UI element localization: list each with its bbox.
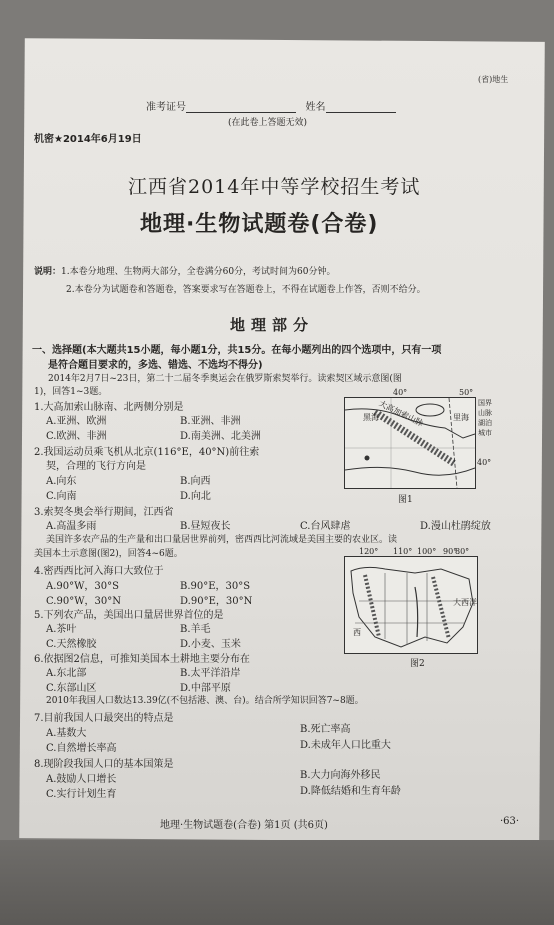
context-3: 2010年我国人口数达13.39亿(不包括港、澳、台)。结合所学知识回答7~8题。 bbox=[46, 696, 364, 706]
choice-heading-1: 一、选择题(本大题共15小题，每小题1分，共15分。在每小题列出的四个选项中，只有一项 bbox=[32, 345, 442, 356]
region-borders bbox=[355, 573, 469, 645]
label-100w: 100° bbox=[417, 547, 437, 556]
label-region-east: 大西洋 bbox=[453, 598, 477, 607]
label-90w: 90° bbox=[443, 547, 458, 556]
q3-stem: 3.索契冬奥会举行期间，江西省 bbox=[34, 507, 174, 518]
label-range: 大高加索山脉 bbox=[377, 398, 425, 429]
q7-option-c[interactable]: C.自然增长率高 bbox=[46, 743, 117, 754]
figure-1-caption: 图1 bbox=[398, 495, 413, 505]
context-2-line2: 美国本土示意图(图2)，回答4~6题。 bbox=[34, 549, 183, 559]
q5-option-c[interactable]: C.天然橡胶 bbox=[46, 639, 97, 650]
q1-stem: 1.大高加索山脉南、北两侧分别是 bbox=[34, 402, 184, 413]
q5-stem: 5.下列农产品，美国出口量居世界首位的是 bbox=[34, 610, 224, 621]
q8-stem: 8.现阶段我国人口的基本国策是 bbox=[34, 759, 174, 770]
figure-1-legend bbox=[478, 398, 492, 438]
label-region-west: 西 bbox=[353, 628, 361, 637]
legend-city: 城市 bbox=[478, 429, 492, 437]
label-110w: 110° bbox=[393, 547, 413, 556]
label-50e: 50° bbox=[459, 388, 474, 397]
name-label: 姓名 bbox=[305, 102, 326, 113]
q1-option-c[interactable]: C.欧洲、非洲 bbox=[46, 431, 107, 442]
choice-heading-2: 是符合题目要求的，多选、错选、不选均不得分) bbox=[48, 360, 263, 371]
label-40e: 40° bbox=[393, 388, 408, 397]
q8-option-c[interactable]: C.实行计划生育 bbox=[46, 789, 117, 800]
legend-lake: 湖泊 bbox=[478, 419, 492, 427]
background-shadow bbox=[0, 840, 554, 925]
q7-option-a[interactable]: A.基数大 bbox=[46, 728, 87, 739]
q6-option-b[interactable]: B.太平洋沿岸 bbox=[180, 668, 241, 679]
context-1-line2: 1)，回答1~3题。 bbox=[34, 387, 108, 397]
label-80w: 80° bbox=[455, 547, 470, 556]
header-tag: (省)地生 bbox=[478, 75, 509, 84]
q3-option-d[interactable]: D.漫山杜鹃绽放 bbox=[420, 521, 491, 532]
q1-option-a[interactable]: A.亚洲、欧洲 bbox=[46, 416, 107, 427]
q7-stem: 7.目前我国人口最突出的特点是 bbox=[34, 713, 174, 724]
q3-option-b[interactable]: B.昼短夜长 bbox=[180, 521, 231, 532]
paper-title: 地理·生物试题卷(合卷) bbox=[140, 212, 379, 237]
context-2-line1: 美国许多农产品的生产量和出口量居世界前列，密西西比河流域是美国主要的农业区。读 bbox=[46, 535, 398, 545]
q2-option-b[interactable]: B.向西 bbox=[180, 476, 211, 487]
q3-option-c[interactable]: C.台风肆虐 bbox=[300, 521, 351, 532]
q5-option-a[interactable]: A.茶叶 bbox=[46, 624, 77, 635]
label-120w: 120° bbox=[359, 547, 379, 556]
label-caspian: 里海 bbox=[453, 413, 469, 422]
figure-2-caption: 图2 bbox=[410, 659, 425, 669]
q5-option-b[interactable]: B.羊毛 bbox=[180, 624, 211, 635]
q2-option-a[interactable]: A.向东 bbox=[46, 476, 77, 487]
q8-option-b[interactable]: B.大力向海外移民 bbox=[300, 770, 381, 781]
legend-border: 国界 bbox=[478, 399, 492, 407]
q8-option-a[interactable]: A.鼓励人口增长 bbox=[46, 774, 117, 785]
q6-stem: 6.依据图2信息，可推知美国本土耕地主要分布在 bbox=[34, 654, 250, 665]
label-40n: 40° bbox=[477, 458, 492, 467]
name-field[interactable] bbox=[326, 102, 396, 113]
instruction-1 bbox=[34, 264, 336, 277]
q2-stem-2: 契，合理的飞行方向是 bbox=[46, 461, 146, 472]
q8-option-d[interactable]: D.降低结婚和生育年龄 bbox=[300, 786, 401, 797]
legend-mountain: 山脉 bbox=[478, 409, 492, 417]
instruction-label: 说明： bbox=[34, 267, 62, 277]
q7-option-b[interactable]: B.死亡率高 bbox=[300, 724, 351, 735]
q4-option-a[interactable]: A.90°W，30°S bbox=[46, 581, 119, 592]
q6-option-c[interactable]: C.东部山区 bbox=[46, 683, 97, 694]
lake-shape bbox=[416, 404, 444, 416]
q1-option-d[interactable]: D.南美洲、北美洲 bbox=[180, 431, 261, 442]
confidential-date: 机密★2014年6月19日 bbox=[34, 134, 142, 145]
q4-option-c[interactable]: C.90°W，30°N bbox=[46, 596, 121, 607]
candidate-line bbox=[146, 98, 396, 113]
q6-option-a[interactable]: A.东北部 bbox=[46, 668, 87, 679]
exam-title: 江西省2014年中等学校招生考试 bbox=[128, 176, 421, 198]
answer-note: (在此卷上答题无效) bbox=[228, 118, 308, 128]
q7-option-d[interactable]: D.未成年人口比重大 bbox=[300, 740, 391, 751]
q4-stem: 4.密西西比河入海口大致位于 bbox=[34, 566, 164, 577]
q3-option-a[interactable]: A.高温多雨 bbox=[46, 521, 97, 532]
label-black-sea: 黑海 bbox=[363, 413, 379, 422]
page-number: ·63· bbox=[500, 816, 520, 827]
q6-option-d[interactable]: D.中部平原 bbox=[180, 683, 231, 694]
instruction-2: 2.本卷分为试题卷和答题卷，答案要求写在答题卷上，不得在试题卷上作答，否则不给分。 bbox=[66, 285, 426, 295]
figure-2-map bbox=[344, 547, 478, 654]
q2-option-d[interactable]: D.向北 bbox=[180, 491, 211, 502]
city-sochi bbox=[365, 456, 370, 461]
mississippi-river bbox=[415, 587, 418, 637]
section-title: 地理部分 bbox=[230, 316, 315, 334]
q4-option-b[interactable]: B.90°E，30°S bbox=[180, 581, 251, 592]
exam-id-label: 准考证号 bbox=[146, 102, 186, 113]
q5-option-d[interactable]: D.小麦、玉米 bbox=[180, 639, 241, 650]
q4-option-d[interactable]: D.90°E，30°N bbox=[180, 596, 253, 607]
q2-option-c[interactable]: C.向南 bbox=[46, 491, 77, 502]
exam-id-field[interactable] bbox=[186, 102, 296, 113]
page-footer: 地理·生物试题卷(合卷) 第1页 (共6页) bbox=[160, 820, 328, 831]
instruction-text-1: 1.本卷分地理、生物两大部分，全卷满分60分，考试时间为60分钟。 bbox=[61, 267, 336, 277]
q1-option-b[interactable]: B.亚洲、非洲 bbox=[180, 416, 241, 427]
q2-stem-1: 2.我国运动员乘飞机从北京(116°E，40°N)前往索 bbox=[34, 447, 260, 458]
context-1-line1: 2014年2月7日~23日，第二十二届冬季奥运会在俄罗斯索契举行。读索契区域示意图(图 bbox=[48, 374, 402, 384]
